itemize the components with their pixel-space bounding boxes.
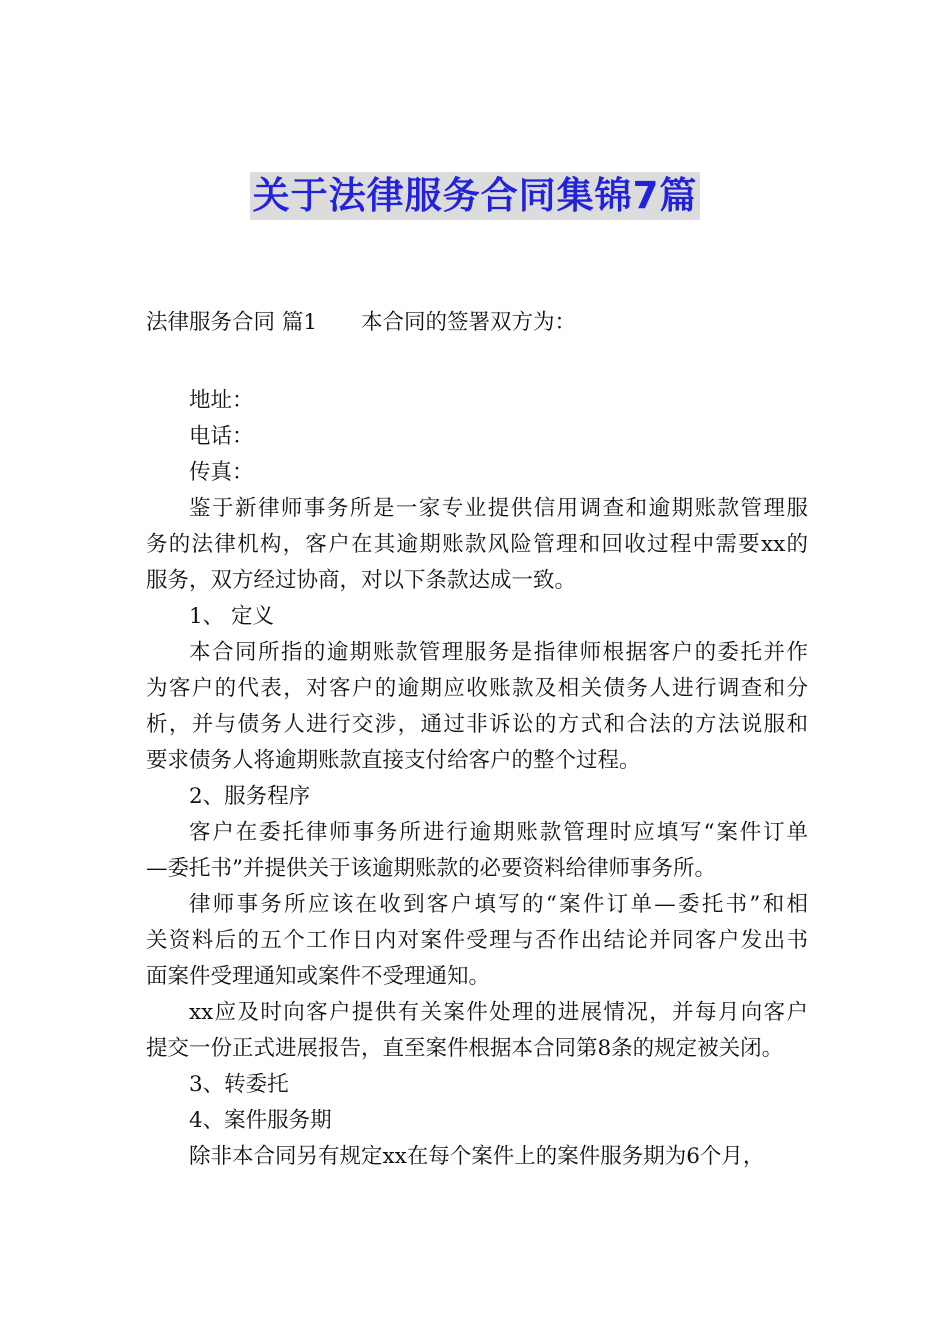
field-fax: 传真： — [189, 460, 254, 485]
document-body — [146, 305, 808, 1175]
heading-text: 本合同的签署双方为： — [361, 310, 577, 335]
paragraph-line: xx应及时向客户提供有关案件处理的进展情况，并每月向客户 — [189, 1000, 808, 1025]
paragraph-line: 面案件受理通知或案件不受理通知。 — [146, 964, 491, 989]
field-address: 地址： — [189, 388, 254, 413]
paragraph-line: 除非本合同另有规定xx在每个案件上的案件服务期为6个月， — [189, 1144, 765, 1169]
field-phone: 电话： — [189, 424, 254, 449]
paragraph-line: 提交一份正式进展报告，直至案件根据本合同第8条的规定被关闭。 — [146, 1036, 784, 1061]
paragraph-line: 为客户的代表，对客户的逾期应收账款及相关债务人进行调查和分 — [146, 676, 808, 701]
paragraph-line: 务的法律机构，客户在其逾期账款风险管理和回收过程中需要xx的 — [146, 532, 808, 557]
document-title: 关于法律服务合同集锦7篇 — [250, 172, 701, 220]
title-container — [0, 172, 950, 220]
section-title: 3、转委托 — [189, 1072, 289, 1097]
section-heading — [146, 305, 808, 341]
section-title: 1、 定义 — [189, 604, 275, 629]
paragraph-line: 鉴于新律师事务所是一家专业提供信用调查和逾期账款管理服 — [189, 496, 808, 521]
paragraph-line: 关资料后的五个工作日内对案件受理与否作出结论并同客户发出书 — [146, 928, 808, 953]
paragraph-line: 客户在委托律师事务所进行逾期账款管理时应填写“案件订单 — [189, 820, 808, 845]
paragraph-line: 析，并与债务人进行交涉，通过非诉讼的方式和合法的方法说服和 — [146, 712, 808, 737]
spacer — [146, 341, 808, 383]
paragraph-line: —委托书”并提供关于该逾期账款的必要资料给律师事务所。 — [146, 856, 716, 881]
paragraph-line: 律师事务所应该在收到客户填写的“案件订单—委托书”和相 — [189, 892, 808, 917]
section-title: 2、服务程序 — [189, 784, 311, 809]
paragraph-line: 要求债务人将逾期账款直接支付给客户的整个过程。 — [146, 748, 641, 773]
heading-label: 法律服务合同 篇1 — [146, 310, 318, 335]
paragraph-line: 服务，双方经过协商，对以下条款达成一致。 — [146, 568, 577, 593]
section-title: 4、案件服务期 — [189, 1108, 332, 1133]
paragraph-line: 本合同所指的逾期账款管理服务是指律师根据客户的委托并作 — [189, 640, 808, 665]
